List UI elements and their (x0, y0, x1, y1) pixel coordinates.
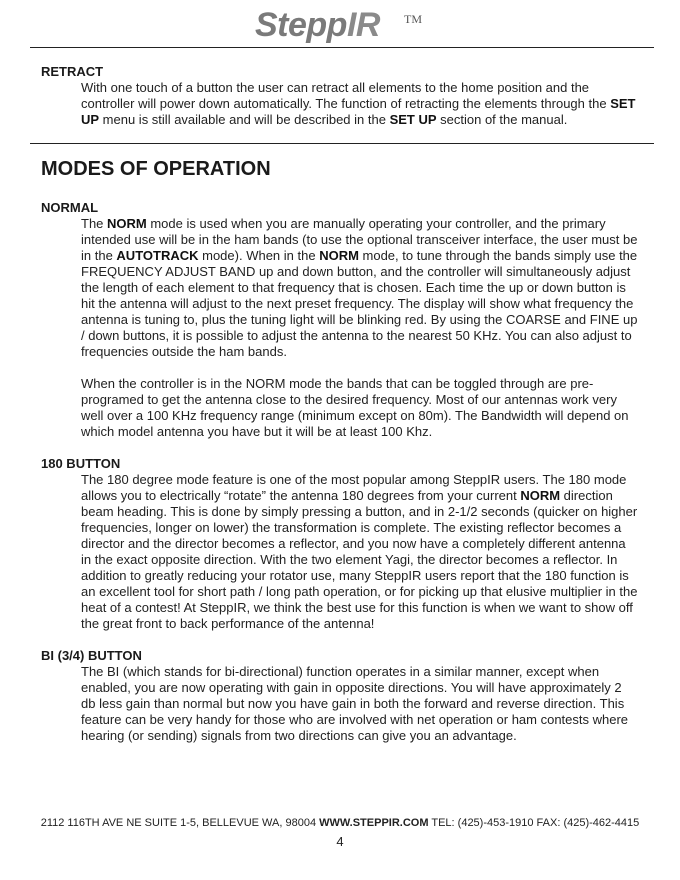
retract-text-2: menu is still available and will be described in the (99, 112, 390, 127)
bi-heading: BI (3/4) BUTTON (41, 648, 142, 663)
button180-heading: 180 BUTTON (41, 456, 121, 471)
retract-heading: RETRACT (41, 64, 104, 79)
trademark-symbol: TM (404, 12, 422, 26)
normal-text-1: The (81, 216, 108, 231)
page-header (0, 0, 680, 48)
normal-text-2: mode is used when you are manually operating your controller, and the primary intended use will be in the ham bands (to use the optional transceiver interface, the user must be in the (81, 216, 638, 263)
normal-heading: NORMAL (41, 200, 99, 215)
normal-paragraph-1 (81, 216, 639, 360)
logo-suffix: IR (346, 6, 380, 44)
button180-text-1: The 180 degree mode feature is one of the most popular among SteppIR users. The 180 mode allows you to electrically “rotate” the antenna 180 degrees from your current (81, 472, 627, 503)
steppir-logo (255, 6, 380, 45)
page-footer (0, 817, 680, 829)
footer-phones: TEL: (425)-453-1910 FAX: (425)-462-4415 (428, 817, 640, 829)
retract-setup-bold-1: SET UP (81, 96, 636, 127)
button180-text-2: direction beam heading. This is done by simply pressing a button, and in 2-1/2 seconds (quicker on higher frequencies, longer on lower) the transformation is complete. The existing reflector becomes a director and the director becomes a reflector, and you now have a completely different antenna in the exact opposite direction. With the two element Yagi, the director becomes a reflector. In addition to greatly reducing your rotator use, many SteppIR users report that the 180 function is an excellent tool for short path / long path operation, or for picking up that elusive multiplier in the heat of a contest! At SteppIR, we think the best use for this function is when we want to show off the great front to back performance of the antenna! (81, 488, 638, 631)
retract-setup-bold-2: SET UP (389, 112, 437, 127)
normal-text-4: mode, to tune through the bands simply use the FREQUENCY ADJUST BAND up and down button, and the controller will simultaneously adjust the length of each element to that frequency that is chosen. Each time the up or down button is hit the antenna will adjust to the next preset frequency. The display will show what frequency the antenna is tuning to, plus the tuning light will be blinking red. By using the COARSE and FINE up / down buttons, it is possible to adjust the antenna to the nearest 50 KHz. You can also adjust to frequencies outside the ham bands. (81, 248, 638, 359)
bi-paragraph: The BI (which stands for bi-directional) function operates in a similar manner, except when enabled, you are now operating with gain in opposite directions. You will have approximately 2 db less gain than normal but now you have gain in both the forward and reverse direction. This feature can be very handy for those who are involved with net operation or ham contests where hearing (or sending) signals from two directions can give you an advantage. (81, 664, 629, 743)
section-divider (30, 143, 654, 144)
header-divider (30, 47, 654, 48)
retract-text-3: section of the manual. (436, 112, 568, 127)
page-number: 4 (336, 834, 344, 849)
normal-autotrack-bold: AUTOTRACK (116, 248, 199, 263)
footer-address: 2112 116TH AVE NE SUITE 1-5, BELLEVUE WA, 98004 (40, 817, 320, 829)
normal-text-3: mode). When in the (198, 248, 320, 263)
normal-norm-bold-1: NORM (107, 216, 147, 231)
modes-title: MODES OF OPERATION (41, 158, 271, 180)
footer-website[interactable]: WWW.STEPPIR.COM (319, 817, 429, 829)
normal-norm-bold-2: NORM (319, 248, 359, 263)
button180-norm-bold: NORM (520, 488, 561, 503)
retract-text-1: With one touch of a button the user can retract all elements to the home position and the controller will power down automatically. The function of retracting the elements through the (81, 80, 611, 111)
retract-paragraph (81, 80, 639, 128)
normal-paragraph-2: When the controller is in the NORM mode the bands that can be toggled through are pre-programed to get the antenna close to the desired frequency. Most of our antennas work very well over a 100 KHz frequency range (minimum except on 80m). The Bandwidth will depend on which model antenna you have but it will be at least 100 Khz. (81, 376, 629, 439)
button180-paragraph (81, 472, 639, 632)
logo-prefix: Stepp (255, 6, 347, 44)
